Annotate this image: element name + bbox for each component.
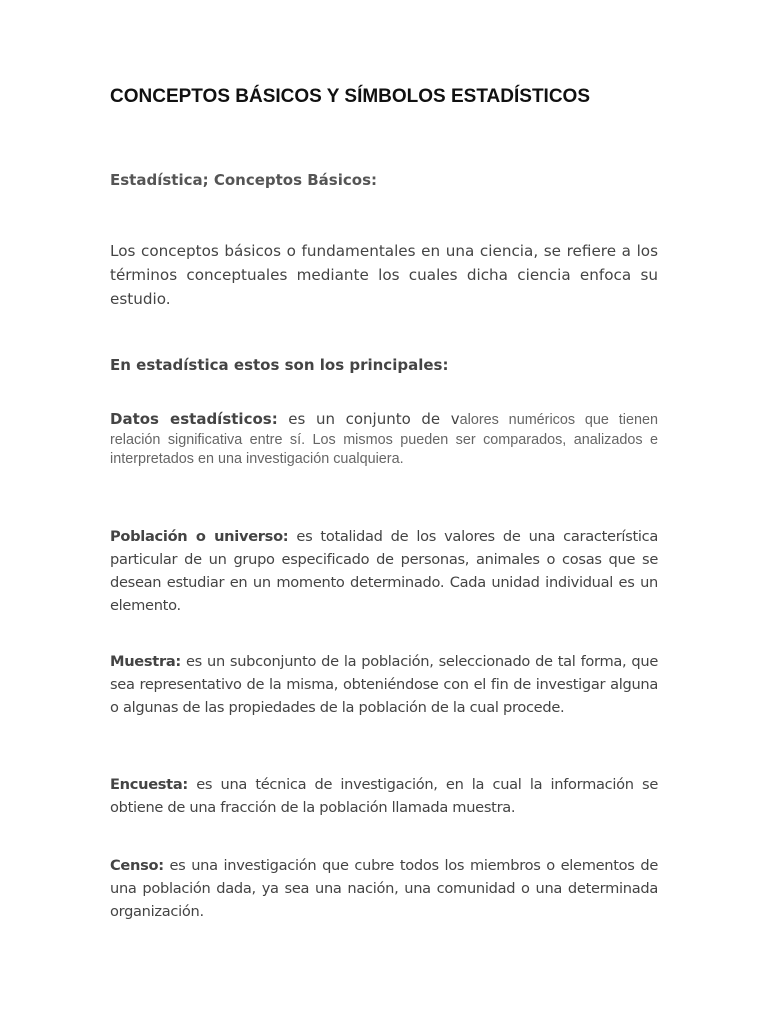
definition-lead: es un conjunto de v [277, 410, 460, 428]
definition-text: es totalidad de los valores de una característica particular de un grupo especificado de personas, animales o cosas que se desean estudiar en un momento determinado. Cada unidad individual es un elemento. [110, 528, 658, 614]
definition-muestra [110, 650, 658, 719]
definition-poblacion [110, 525, 658, 617]
definition-text: es un subconjunto de la población, seleccionado de tal forma, que sea representativo de la misma, obteniéndose con el fin de investigar alguna o algunas de las propiedades de la población de la cual procede. [110, 653, 658, 716]
definition-term: Muestra: [110, 653, 181, 670]
principal-concepts-heading: En estadística estos son los principales: [110, 356, 449, 374]
definition-text: es una técnica de investigación, en la cual la información se obtiene de una fracción de la población llamada muestra. [110, 776, 658, 816]
definition-term: Encuesta: [110, 776, 188, 793]
definition-text: es una investigación que cubre todos los miembros o elementos de una población dada, ya sea una nación, una comunidad o una determinada organización. [110, 857, 658, 920]
definition-text: alores numéricos que tienen relación significativa entre sí. Los mismos pueden ser comparados, analizados e interpretados en una investigación cualquiera. [110, 412, 658, 467]
definition-censo [110, 854, 658, 923]
definition-term: Censo: [110, 857, 164, 874]
definition-datos-estadisticos [110, 410, 658, 470]
intro-paragraph: Los conceptos básicos o fundamentales en una ciencia, se refiere a los términos conceptuales mediante los cuales dicha ciencia enfoca su estudio. [110, 242, 658, 308]
section-subtitle: Estadística; Conceptos Básicos: [110, 171, 377, 189]
definition-term: Población o universo: [110, 528, 289, 545]
document-title: CONCEPTOS BÁSICOS Y SÍMBOLOS ESTADÍSTICOS [110, 86, 591, 107]
definition-encuesta [110, 773, 658, 819]
definition-term: Datos estadísticos: [110, 410, 278, 428]
